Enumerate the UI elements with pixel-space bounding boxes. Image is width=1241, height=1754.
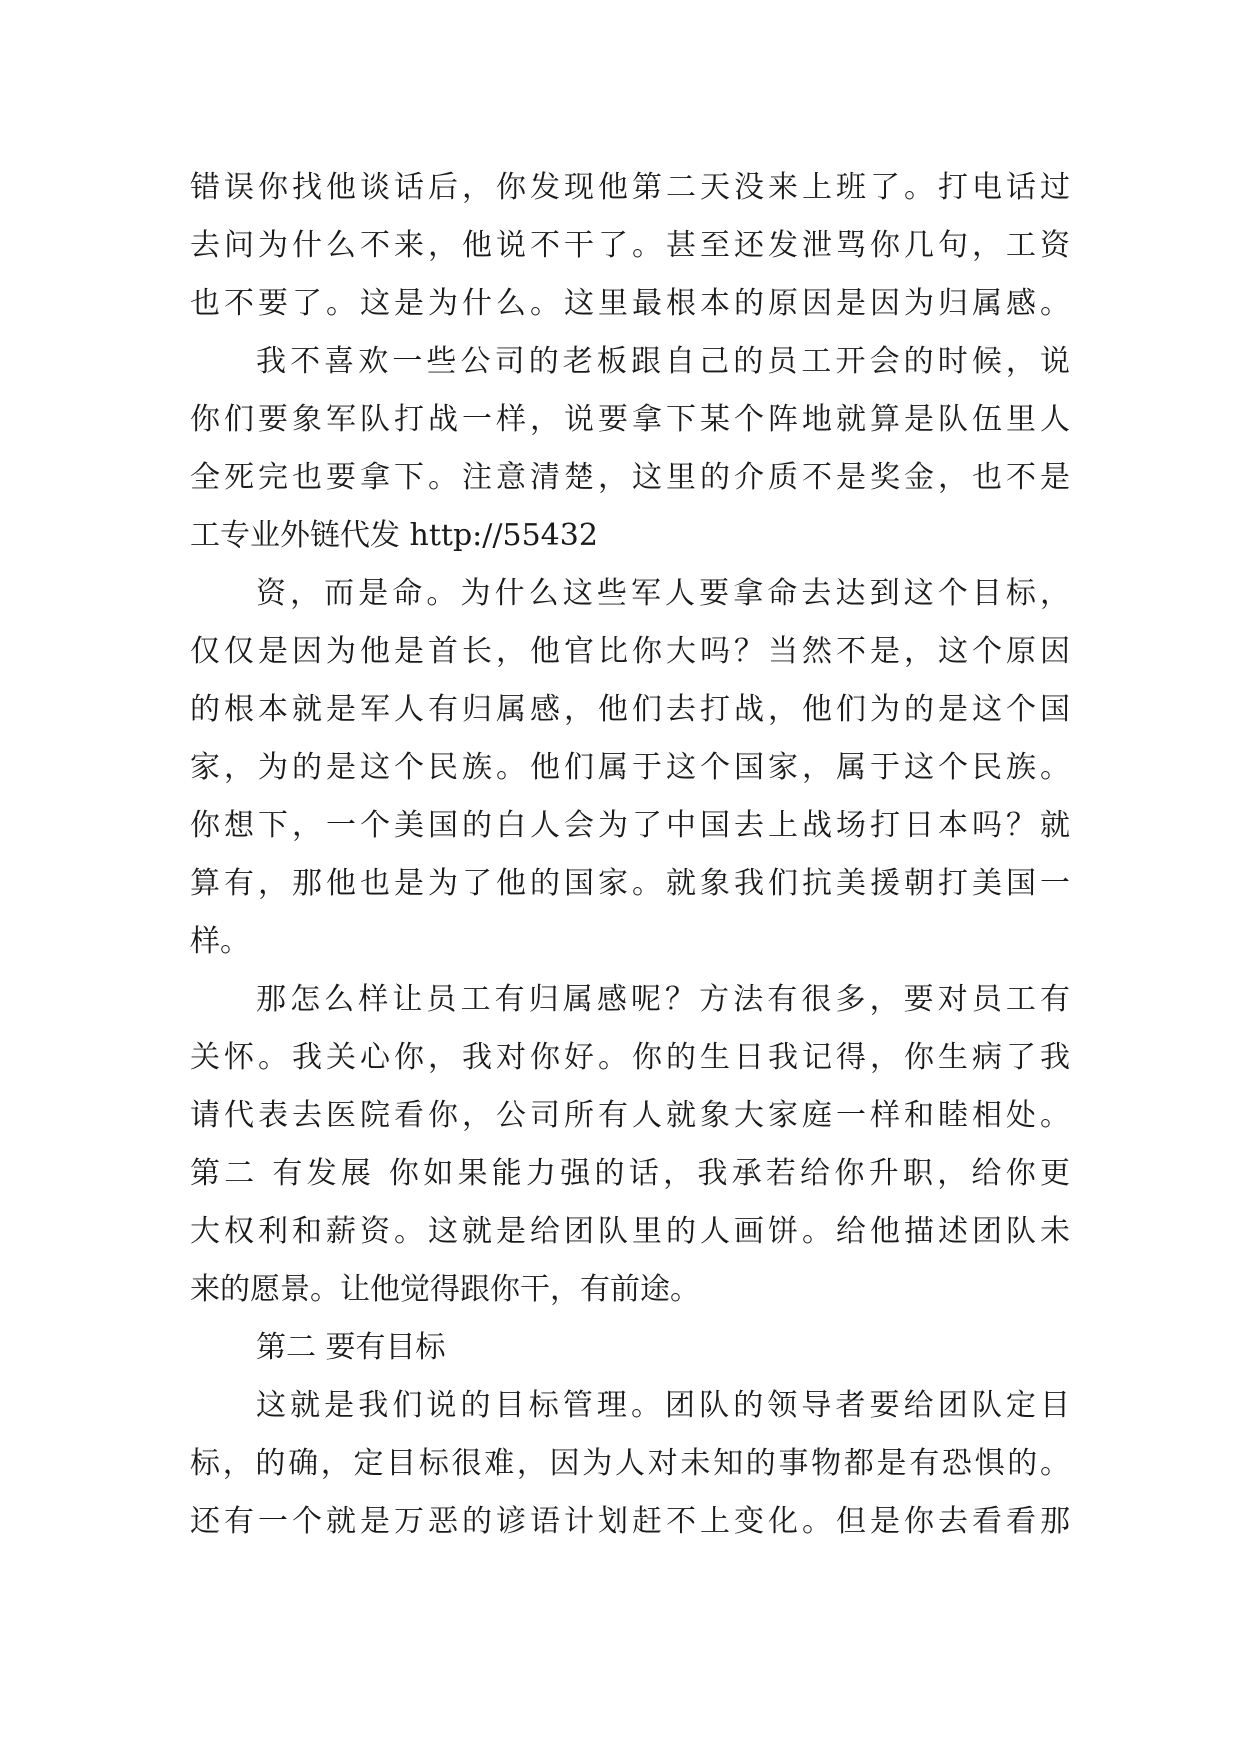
text-line: 资，而是命。为什么这些军人要拿命去达到这个目标， [256, 576, 1070, 611]
text-line: 第二 要有目标 [256, 1330, 446, 1365]
text-line: 你们要象军队打战一样，说要拿下某个阵地就算是队伍里人 [190, 402, 1070, 437]
text-line: 关怀。我关心你，我对你好。你的生日我记得，你生病了我 [190, 1040, 1070, 1075]
text-line: 请代表去医院看你，公司所有人就象大家庭一样和睦相处。 [190, 1098, 1070, 1133]
text-line: 的根本就是军人有归属感，他们去打战，他们为的是这个国 [190, 692, 1070, 727]
text-line: 第二 有发展 你如果能力强的话，我承若给你升职，给你更 [190, 1156, 1070, 1191]
text-line: 来的愿景。让他觉得跟你干，有前途。 [190, 1272, 700, 1307]
text-line: 全死完也要拿下。注意清楚，这里的介质不是奖金，也不是 [190, 460, 1070, 495]
text-line: 还有一个就是万恶的谚语计划赶不上变化。但是你去看看那 [190, 1504, 1070, 1539]
text-line: 家，为的是这个民族。他们属于这个国家，属于这个民族。 [190, 750, 1070, 785]
text-line: 错误你找他谈话后，你发现他第二天没来上班了。打电话过 [190, 170, 1070, 205]
text-line: 那怎么样让员工有归属感呢？方法有很多，要对员工有 [256, 982, 1070, 1017]
text-line: 标，的确，定目标很难，因为人对未知的事物都是有恐惧的。 [190, 1446, 1070, 1481]
document-body [190, 159, 1070, 1551]
text-line: 这就是我们说的目标管理。团队的领导者要给团队定目 [256, 1388, 1070, 1423]
text-line: 也不要了。这是为什么。这里最根本的原因是因为归属感。 [190, 286, 1070, 321]
text-line: 去问为什么不来，他说不干了。甚至还发泄骂你几句，工资 [190, 228, 1070, 263]
text-line: 仅仅是因为他是首长，他官比你大吗？当然不是，这个原因 [190, 634, 1070, 669]
text-line: 大权利和薪资。这就是给团队里的人画饼。给他描述团队未 [190, 1214, 1070, 1249]
text-line: 我不喜欢一些公司的老板跟自己的员工开会的时候，说 [256, 344, 1070, 379]
text-line: 算有，那他也是为了他的国家。就象我们抗美援朝打美国一 [190, 866, 1070, 901]
text-line: 工专业外链代发 http://55432 [190, 518, 598, 553]
text-line: 样。 [190, 924, 250, 959]
text-line: 你想下，一个美国的白人会为了中国去上战场打日本吗？就 [190, 808, 1070, 843]
